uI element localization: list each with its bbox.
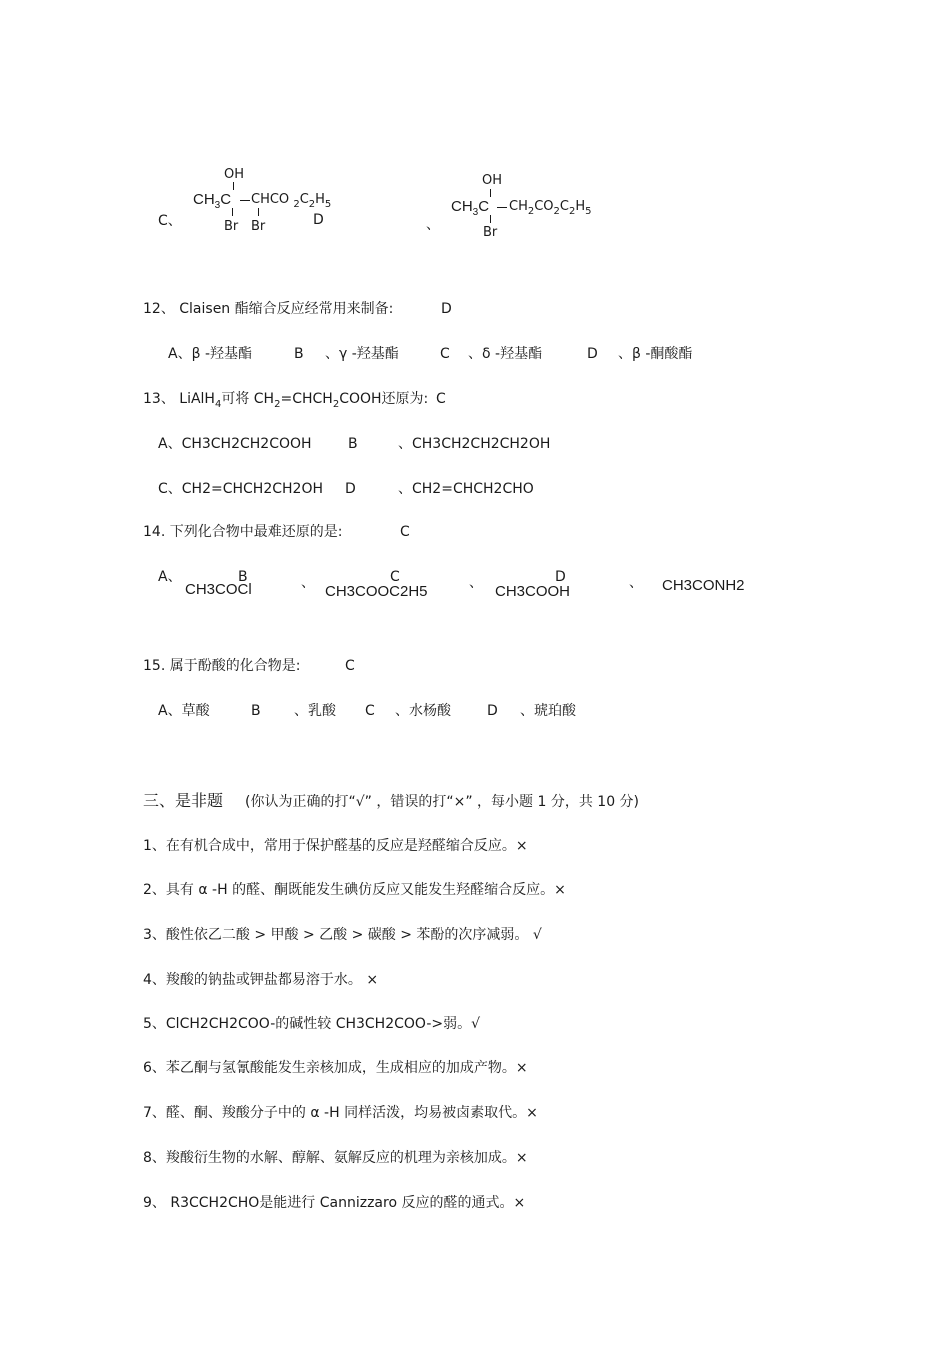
q15-option: D — [487, 703, 498, 719]
q14-formula-3: CH3COOH — [495, 583, 571, 600]
q15-option: B — [251, 703, 261, 719]
tf-item: 3、酸性依乙二酸 > 甲酸 > 乙酸 > 碳酸 > 苯酚的次序减弱。 √ — [143, 927, 542, 943]
struct-c-bond-br1 — [232, 208, 233, 216]
q13-option: 、CH2=CHCH2CHO — [398, 481, 534, 497]
tf-item: 2、具有 α -H 的醛、酮既能发生碘仿反应又能发生羟醛缩合反应。× — [143, 882, 566, 898]
struct-c-main-chain: $CH_3C$ — [193, 191, 232, 211]
q13-option: D — [345, 481, 356, 497]
tf-item: 1、在有机合成中，常用于保护醛基的反应是羟醛缩合反应。× — [143, 838, 528, 854]
struct-d-oh: OH — [482, 173, 503, 188]
q14-option-a: A、 — [158, 569, 182, 585]
q12-option: C — [440, 346, 450, 362]
struct-c-br2: Br — [251, 219, 266, 234]
section-title: 三、是非题 — [143, 791, 224, 810]
q13-option: A、CH3CH2CH2COOH — [158, 436, 312, 452]
q15-option: C — [365, 703, 375, 719]
q12-option: 、β -酮酸酯 — [618, 346, 693, 362]
tf-item: 4、羧酸的钠盐或钾盐都易溶于水。 × — [143, 972, 379, 988]
tf-item: 5、ClCH2CH2COO-的碱性较 CH3CH2COO->弱。√ — [143, 1016, 481, 1032]
q15-option: 、水杨酸 — [395, 703, 451, 719]
struct-d-bond-h — [497, 207, 507, 208]
q13-option: B — [348, 436, 358, 452]
q11-option-d-label: D — [313, 212, 324, 228]
struct-c-oh: OH — [224, 167, 245, 182]
q13-option: C、CH2=CHCH2CH2OH — [158, 481, 323, 497]
struct-d-bond-br — [490, 215, 491, 223]
q14-answer: C — [400, 524, 410, 540]
tf-item: 9、 R3CCH2CHO是能进行 Cannizzaro 反应的醛的通式。× — [143, 1195, 526, 1211]
q12-stem: 12、 Claisen 酯缩合反应经常用来制备: — [143, 301, 394, 317]
struct-d-br: Br — [483, 225, 498, 240]
q14-separator: 、 — [629, 575, 643, 591]
q12-option: 、γ -羟基酯 — [325, 346, 399, 362]
struct-c-bond-h — [240, 200, 250, 201]
struct-c-bond-br2 — [258, 208, 259, 216]
q15-option: A、草酸 — [158, 703, 210, 719]
section-note: (你认为正确的打“√” ，错误的打“×” ，每小题 1 分，共 10 分) — [245, 794, 640, 810]
q12-option: A、β -羟基酯 — [168, 346, 253, 362]
struct-d-chain-2: $CH_2CO_2C_2H_5$ — [509, 199, 592, 217]
q14-formula-1: CH3COCl — [185, 581, 252, 598]
tf-item: 8、羧酸衍生物的水解、醇解、氨解反应的机理为亲核加成。× — [143, 1150, 528, 1166]
q11-option-c-label: C、 — [158, 213, 182, 229]
q14-separator: 、 — [469, 575, 483, 591]
q12-option: 、δ -羟基酯 — [468, 346, 543, 362]
tf-item: 7、醛、酮、羧酸分子中的 α -H 同样活泼，均易被卤素取代。× — [143, 1105, 538, 1121]
struct-c-bond-oh — [233, 182, 234, 190]
struct-c-br1: Br — [224, 219, 239, 234]
q12-answer: D — [441, 301, 452, 317]
q14-formula-2: CH3COOC2H5 — [325, 583, 428, 600]
tf-item: 6、苯乙酮与氢氰酸能发生亲核加成，生成相应的加成产物。× — [143, 1060, 528, 1076]
q11-separator: 、 — [426, 217, 440, 233]
q14-option-c: C — [390, 569, 400, 585]
q14-option-b: B — [238, 569, 248, 585]
q14-option-d: D — [555, 569, 566, 585]
q15-option: 、琥珀酸 — [520, 703, 576, 719]
q12-option: D — [587, 346, 598, 362]
q12-option: B — [294, 346, 304, 362]
q14-formula-4: CH3CONH2 — [662, 577, 745, 594]
q15-option: 、乳酸 — [294, 703, 336, 719]
struct-c-chain-2: CHCO $_2C_2H_5$ — [251, 192, 332, 210]
q15-stem: 15. 属于酚酸的化合物是: — [143, 658, 301, 674]
q14-stem: 14. 下列化合物中最难还原的是: — [143, 524, 343, 540]
q13-answer: C — [436, 391, 446, 407]
struct-d-main-chain: $CH_3C$ — [451, 198, 490, 218]
q15-answer: C — [345, 658, 355, 674]
struct-d-bond-oh — [490, 189, 491, 197]
q14-separator: 、 — [301, 575, 315, 591]
q13-stem: 13、 LiAlH$_4$可将 $CH_2=CHCH_2COOH$还原为: — [143, 391, 429, 410]
q13-option: 、CH3CH2CH2CH2OH — [398, 436, 551, 452]
